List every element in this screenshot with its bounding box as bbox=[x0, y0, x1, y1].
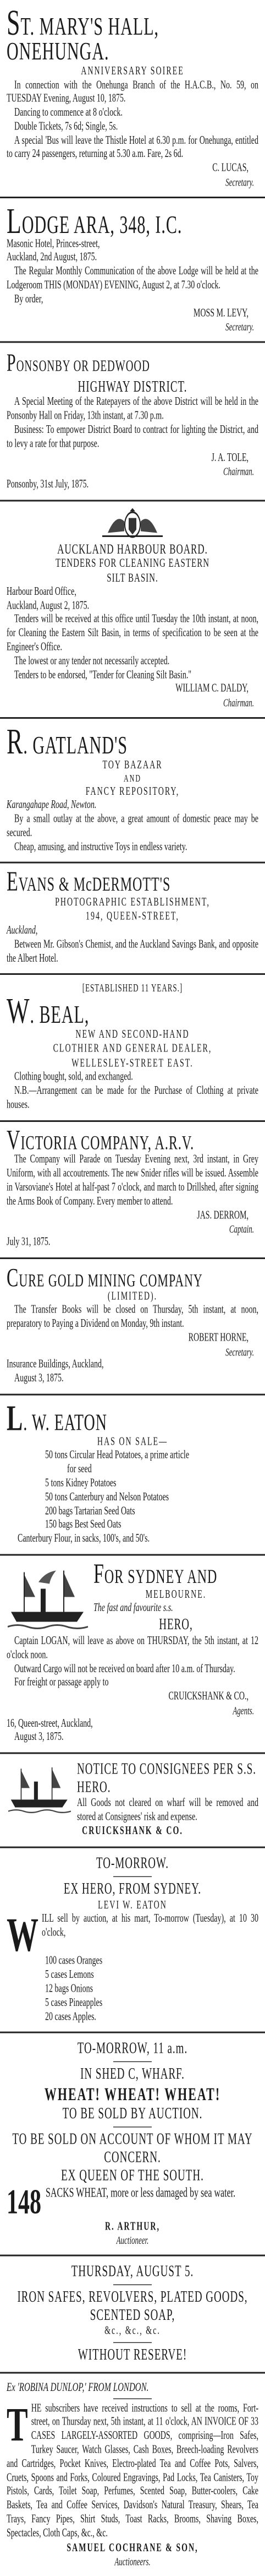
ad-item-list bbox=[7, 1955, 258, 2025]
ad-dateline: Ponsonby, 31st July, 1875. bbox=[7, 478, 89, 491]
ad-account: TO BE SOLD ON ACCOUNT OF WHOM IT MAY CONCERN. bbox=[12, 2130, 253, 2167]
headline-text: ICTORIA COMPANY, A.R.V. bbox=[20, 1132, 195, 1154]
ad-harbour-board bbox=[0, 501, 265, 719]
ad-subheadline: HAS ON SALE— bbox=[97, 1435, 168, 1449]
ad-subheadline: (LIMITED). bbox=[107, 1290, 158, 1303]
ad-subheadline: The fast and favourite s.s. bbox=[93, 1602, 173, 1615]
ad-body bbox=[7, 2397, 258, 2541]
ad-subheadline: TOY BAZAAR bbox=[102, 759, 163, 772]
headline-text: OR SYDNEY AND bbox=[104, 1566, 218, 1588]
ad-evans-mcdermott bbox=[0, 864, 265, 975]
headline-text: . BEAL, bbox=[30, 1001, 90, 1029]
ad-signature-title: Auctioneers. bbox=[114, 2555, 151, 2568]
list-item: 12 bags Onions bbox=[45, 1982, 93, 1995]
ad-ex-hero-auction bbox=[0, 1848, 265, 2033]
ad-headline-line2: HIGHWAY DISTRICT. bbox=[78, 378, 187, 395]
ad-hero-sydney-melbourne bbox=[0, 1555, 265, 1754]
ad-body-text: ILL sell by auction, at his mart, To-morrow (Tuesday), at 10 30 o'clock, bbox=[42, 1912, 258, 1939]
ad-headline: TO-MORROW. bbox=[96, 1854, 169, 1872]
ad-body: Between Mr. Gibson's Chemist, and the Auckland Savings Bank, and opposite the Albert Hotel. bbox=[7, 938, 258, 965]
ad-st-marys-hall bbox=[0, 0, 265, 198]
ad-ship-name: HERO, bbox=[159, 1615, 193, 1634]
ad-body: For freight or passage apply to bbox=[14, 1677, 109, 1689]
list-item: 150 bags Best Seed Oats bbox=[45, 1519, 122, 1532]
headline-text: T. MARY'S HALL, ONEHUNGA. bbox=[7, 13, 159, 66]
ad-body: The lowest or any tender not necessarily accepted. bbox=[14, 655, 170, 668]
ad-item-list bbox=[7, 1450, 258, 1547]
divider bbox=[113, 2062, 152, 2063]
ad-ponsonby-highway bbox=[0, 343, 265, 502]
ad-cochrane-auction bbox=[0, 2373, 265, 2576]
ad-headline bbox=[7, 1125, 258, 1156]
ad-auctioneer-title: Auctioneer. bbox=[116, 2234, 149, 2247]
ad-line: Dancing to commence at 8 o'clock. bbox=[14, 106, 123, 120]
ad-signature: SAMUEL COCHRANE & SON, bbox=[67, 2541, 198, 2555]
ad-place: Insurance Buildings, Auckland, bbox=[7, 1358, 104, 1371]
list-item: 20 cases Apples. bbox=[45, 2010, 96, 2023]
ad-signature: CRUICKSHANK & CO. bbox=[82, 1825, 183, 1838]
headline-text: ODGE ARA, 348, I.C. bbox=[21, 211, 183, 239]
ad-body: By a small outlay at the above, a great amount of domestic peace may be secured. bbox=[7, 812, 258, 839]
ad-body: Cheap, amusing, and instructive Toys in endless variety. bbox=[14, 840, 187, 853]
ad-city: Auckland, bbox=[7, 924, 38, 937]
ad-date: August 3, 1875. bbox=[14, 1731, 64, 1744]
ad-date: THURSDAY, AUGUST 5. bbox=[71, 2263, 194, 2280]
ad-body: A Special Meeting of the Ratepayers of the above District will be held in the Ponsonby Hall on Friday, 13th instant, at 7.30 p.m. bbox=[7, 396, 258, 422]
ad-headline-line2: MELBOURNE. bbox=[145, 1588, 207, 1601]
ad-signature: JAS. DERROM, bbox=[197, 1209, 249, 1222]
headline-text: . GATLAND'S bbox=[23, 731, 128, 760]
ad-signature: J. A. TOLE, bbox=[211, 451, 249, 464]
ad-headline-line2: EX HERO, FROM SYDNEY. bbox=[63, 1880, 202, 1898]
steamship-icon bbox=[7, 1762, 73, 1815]
ad-body: Outward Cargo will not be received on board after 10 a.m. of Thursday. bbox=[14, 1662, 235, 1675]
list-item: 50 tons Circular Head Potatoes, a prime article bbox=[45, 1449, 190, 1462]
ad-and: AND bbox=[124, 772, 141, 784]
ad-body: Clothing bought, sold, and exchanged. bbox=[14, 1071, 133, 1084]
ad-body: Tenders to be endorsed, "Tender for Cleaning Silt Basin." bbox=[14, 669, 192, 681]
ad-subheadline: NEW AND SECOND-HAND bbox=[75, 1028, 190, 1041]
list-item: 100 cases Oranges bbox=[45, 1955, 103, 1968]
headline-capital: S bbox=[7, 2, 21, 43]
ad-headline bbox=[7, 1262, 258, 1292]
headline-text: VANS & McDERMOTT'S bbox=[18, 874, 171, 896]
ad-date: Auckland, 2nd August, 1875. bbox=[7, 251, 97, 264]
ad-reserve: WITHOUT RESERVE! bbox=[78, 2346, 187, 2364]
ad-iron-safes bbox=[0, 2256, 265, 2373]
headline-capital: W bbox=[7, 990, 30, 1031]
ad-victoria-company bbox=[0, 1122, 265, 1259]
ad-headline bbox=[7, 200, 258, 241]
drop-capital: T bbox=[7, 2397, 28, 2452]
divider bbox=[113, 2284, 152, 2285]
ad-body: The Company will Parade on Tuesday Evening next, 3rd instant, in Grey Uniform, with all accoutrements. The new Snider rifles will be issued. Assemble in Varsoviane's Hotel at half-past 7 o'clock, and march to Drillshed, after signing the Arms Book of Company. Every member to attend. bbox=[7, 1153, 258, 1208]
divider bbox=[113, 2127, 152, 2128]
ad-sold: TO BE SOLD BY AUCTION. bbox=[62, 2105, 203, 2123]
divider bbox=[113, 1876, 152, 1877]
ad-body: In connection with the Onehunga Branch of the H.A.C.B., No. 59, on TUESDAY Evening, August 10, 1875. bbox=[7, 79, 258, 105]
headline-capital: P bbox=[7, 349, 16, 377]
ad-body-text: HE subscribers have received instructions to sell at the rooms, Fort-street, on Thursday next, 5th instant, at 11 o'clock, AN INVOICE OF 33 CASES LARGELY-ASSORTED GOODS, comprising—Iron Safes, Turkey Saucer, Watch Glasses, Cash Boxes, Breech-loading Revolvers and Cartridges, Pocket Knives, Electro-plated Tea and Coffee Pots, Salvers, Cruets, Spoons and Forks, Coloured Engravings, Pad Locks, Tea Canisters, Toy Pistols, Cards, Toilet Soap, Perfumes, Scented Soap, Butter-coolers, Cake Baskets, Tea and Coffee Services, Davidson's Natural Treasury, Shears, Tea Trays, Fancy Pipes, Shirt Studs, Toast Racks, Brooms, Shaving Boxes, Spectacles, Cloth Caps, &c., &c. bbox=[7, 2402, 258, 2540]
ad-address: Karangahape Road, Newton. bbox=[7, 799, 97, 812]
ad-headline bbox=[7, 721, 258, 762]
ad-subheadline-2: CLOTHIER AND GENERAL DEALER, bbox=[53, 1043, 212, 1056]
ad-headline bbox=[7, 2, 258, 66]
ad-headline: NOTICE TO CONSIGNEES PER S.S. HERO. bbox=[77, 1760, 257, 1796]
ad-headline-line3: SILT BASIN. bbox=[107, 571, 158, 585]
ad-headline bbox=[7, 990, 258, 1031]
ad-subheadline: PHOTOGRAPHIC ESTABLISHMENT, bbox=[55, 896, 210, 909]
ad-office: Harbour Board Office, bbox=[7, 585, 76, 598]
ad-signature-title: Captain. bbox=[229, 1223, 254, 1236]
ad-date: Auckland, August 2, 1875. bbox=[7, 599, 90, 612]
ad-address: 194, QUEEN-STREET, bbox=[86, 910, 179, 924]
list-item: 5 cases Pineapples bbox=[45, 1997, 103, 2009]
ad-address: WELLESLEY-STREET EAST. bbox=[71, 1057, 194, 1070]
ad-body: A special 'Bus will leave the Thistle Hotel at 6.30 p.m. for Onehunga, entitled to carry 24 passengers, returning at 5.30 a.m. Fare, 2s 6d. bbox=[7, 134, 258, 161]
ad-headline bbox=[7, 350, 258, 378]
ad-body: N.B.—Arrangement can be made for the Purchase of Clothing at private houses. bbox=[7, 1084, 258, 1111]
ad-subheadline: ANNIVERSARY SOIREE bbox=[81, 65, 184, 78]
ad-headline-line2: TENDERS FOR CLEANING EASTERN bbox=[55, 557, 210, 571]
ad-date: August 3, 1875. bbox=[14, 1372, 64, 1385]
drop-capital: W bbox=[7, 1907, 38, 1962]
list-item: Canterbury Flour, in sacks, 100's, and 50's. bbox=[18, 1532, 150, 1545]
list-item: 5 cases Lemons bbox=[45, 1968, 94, 1982]
ad-w-beal bbox=[0, 975, 265, 1122]
ad-established: [ESTABLISHED 11 YEARS.] bbox=[82, 981, 183, 995]
headline-text: . W. EATON bbox=[23, 1410, 107, 1436]
list-item: 50 tons Canterbury and Nelson Potatoes bbox=[45, 1491, 169, 1504]
ad-ex: Ex 'ROBINA DUNLOP,' FROM LONDON. bbox=[7, 2380, 149, 2394]
ad-wheat-auction bbox=[0, 2033, 265, 2256]
ad-by-order: By order, bbox=[14, 293, 43, 306]
ad-signature-title: Secretary. bbox=[225, 321, 254, 334]
ad-headline: IRON SAFES, REVOLVERS, PLATED GOODS, SCENTED SOAP, bbox=[17, 2288, 248, 2324]
ad-ex: EX QUEEN OF THE SOUTH. bbox=[61, 2167, 204, 2184]
ad-body: The Regular Monthly Communication of the above Lodge will be held at the Lodgeroom THIS (MONDAY) EVENING, August 2, at 7.30 o'clock. bbox=[7, 265, 258, 292]
list-item: for seed bbox=[67, 1463, 92, 1476]
headline-capital: C bbox=[7, 1262, 19, 1292]
ad-signature: C. LUCAS, bbox=[212, 162, 249, 175]
ad-signature: WILLIAM C. DALDY, bbox=[175, 682, 249, 696]
ad-signature: MOSS M. LEVY, bbox=[193, 307, 249, 319]
headline-text: URE GOLD MINING COMPANY bbox=[19, 1270, 203, 1290]
quantity: 148 bbox=[7, 2183, 41, 2222]
ad-headline bbox=[7, 1397, 258, 1439]
ad-seller: LEVI W. EATON bbox=[98, 1899, 167, 1912]
ad-eaton-on-sale bbox=[0, 1395, 265, 1555]
ad-body: Captain LOGAN, will leave as above on THURSDAY, the 5th instant, at 12 o'clock noon. bbox=[7, 1635, 258, 1662]
divider bbox=[113, 2398, 152, 2399]
ad-address: Masonic Hotel, Princes-street, bbox=[7, 237, 100, 251]
headline-capital: E bbox=[7, 867, 19, 898]
ad-lodge-ara bbox=[0, 198, 265, 343]
ad-signature-title: Chairman. bbox=[223, 696, 254, 709]
coat-of-arms-icon bbox=[97, 508, 168, 539]
headline-capital: F bbox=[93, 1559, 104, 1590]
ad-auctioneer: R. ARTHUR, bbox=[104, 2220, 160, 2233]
headline-capital: R bbox=[7, 721, 24, 762]
headline-text: ONSONBY OR DEDWOOD bbox=[16, 357, 150, 376]
ad-signature: ROBERT HORNE, bbox=[188, 1331, 249, 1344]
ad-time: TO-MORROW, 11 a.m. bbox=[77, 2040, 188, 2058]
ad-agent: CRUICKSHANK & CO., bbox=[168, 1690, 249, 1703]
ad-dateline: July 31, 1875. bbox=[7, 1236, 51, 1249]
list-item: 5 tons Kidney Potatoes bbox=[45, 1477, 117, 1490]
ad-wheat-banner: WHEAT! WHEAT! WHEAT! bbox=[44, 2084, 221, 2105]
ad-headline bbox=[7, 867, 258, 898]
ad-agent-title: Agents. bbox=[233, 1704, 254, 1717]
ad-gatland-toy-bazaar bbox=[0, 719, 265, 864]
ad-line: Double Tickets, 7s 6d; Single, 5s. bbox=[14, 120, 118, 133]
ad-signature-title: Secretary. bbox=[225, 1346, 254, 1358]
ad-notice-consignees bbox=[0, 1754, 265, 1848]
ad-address: 16, Queen-street, Auckland, bbox=[7, 1717, 93, 1730]
headline-capital: L bbox=[7, 1397, 24, 1439]
ad-etc: &c., &c., &c. bbox=[104, 2325, 161, 2338]
list-item: 200 bags Tartarian Seed Oats bbox=[45, 1505, 135, 1517]
headline-capital: V bbox=[7, 1125, 21, 1156]
ad-body: All Goods not cleared on wharf will be removed and stored at Consignees' risk and expense. bbox=[77, 1797, 258, 1823]
ad-headline: AUCKLAND HARBOUR BOARD. bbox=[57, 541, 208, 557]
ad-business: Business: To empower District Board to contract for lighting the District, and to levy a rate for that purpose. bbox=[7, 424, 258, 451]
headline-capital: L bbox=[7, 200, 22, 241]
ad-cure-gold-mining bbox=[0, 1259, 265, 1396]
ad-signature-title: Chairman. bbox=[223, 465, 254, 478]
ad-body: Tenders will be received at this office until Tuesday the 10th instant, at noon, for Cleaning the Eastern Silt Basin, in terms of specification to be seen at the Engineer's Office. bbox=[7, 613, 258, 654]
steamship-icon bbox=[7, 1564, 89, 1631]
ad-subheadline-2: FANCY REPOSITORY, bbox=[85, 785, 180, 798]
ad-body: The Transfer Books will be closed on Thursday, 5th instant, at noon, preparatory to Paying a Dividend on Monday, 9th instant. bbox=[7, 1304, 258, 1331]
ad-signature-title: Secretary. bbox=[225, 176, 254, 189]
ad-place: IN SHED C, WHARF. bbox=[80, 2065, 185, 2083]
divider bbox=[113, 2342, 152, 2343]
ad-body-text: SACKS WHEAT, more or less damaged by sea water. bbox=[46, 2185, 236, 2200]
ad-body bbox=[7, 2183, 258, 2222]
